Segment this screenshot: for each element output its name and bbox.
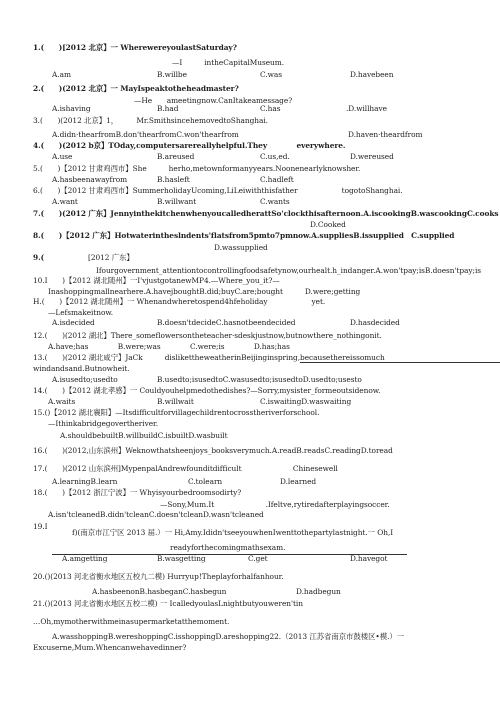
question-2: 2.( )(2012 北京】一 MayIspeaktotheheadmaster? (33, 84, 239, 93)
question-21-continued: …Oh,mymotherwithmeinasupermarketatthemoment. (33, 617, 230, 626)
question-3: 3.( )(2012 北京】1， Mr.SmithsincehemovedtoShanghai. (33, 116, 268, 125)
question-10-options: Inashoppingmallnearhere.A.havejboughtB.did;buyC.are;bought D.were;getting (48, 287, 361, 296)
question-5-option-c: C.hadleft (260, 175, 294, 184)
question-2-option-c: C.has (260, 104, 281, 113)
question-6-option-b: B.willwant (157, 197, 197, 206)
question-11: H.( )【2012 湖北随州】一 Whenandwheretospend4hfeholiday yet. (33, 297, 326, 306)
question-14-options: C.iswaitingD.waswaiting (260, 397, 352, 406)
question-15: 15.()【2012 湖北襄阳】—Itsdifficultforvillagechildrentocrosstheriverforschool. (33, 408, 320, 417)
question-12-options: A.have;has B.were;was C.were;is D.has;has (48, 342, 290, 351)
question-5-option-a: A.hasbeenawayfrom (52, 175, 128, 184)
question-6: 6.( )【2012 甘肃鸡西市】SummerholidayUcoming,LiLeiwiththisfather togotoShanghai. (33, 186, 403, 195)
question-20-option-d: D.hadbegun (296, 587, 341, 596)
question-21-options: A.wasshoppingB.wereshoppingC.isshoppingD.areshopping22.（2013 江苏省南京市鼓楼区•模.）一 (52, 632, 405, 641)
question-15-dialogue: —Ithinkabridgegovertheriver. (48, 419, 158, 428)
question-2-option-a: A.ishaving (52, 104, 91, 113)
question-2-option-d: .D.willhave (346, 104, 387, 113)
question-4-option-b: B.areused (157, 152, 195, 161)
question-7: 7.( )(2012 广东】JennyinthekitchenwhenyoucalledherattSo'clockthisafternoon.A.iscookingB.wascookingC.cooks (33, 209, 499, 218)
question-5: 5.( )【2012 甘肃鸡西市】She herho,metownformanyyears.Noonenearlyknowsher. (33, 164, 361, 173)
question-15-options: A.shouldbebuiltB.willbuildC.isbuiltD.wasbuilt (60, 431, 228, 440)
question-19: f)(南京市江宁区 2013 届.）一 Hi,Amy.Ididn'tseeyouwhenIwenttothepartylastnight.一 Oh,I (72, 528, 394, 537)
question-19-option-a: A.amgetting (62, 554, 108, 563)
question-3-option-d: D.haven·theardfrom (348, 130, 423, 139)
question-13-options: B.usedto;isusedtoC.wasusedto;isusedtoD.usedto;usesto (157, 375, 362, 384)
question-19-continued: readyforthecomingmathsexam. (170, 543, 286, 552)
question-11-dialogue: —Lefsmakeitnow. (48, 308, 114, 317)
question-13: 13.( )(2012 湖北咸宁】JaCk dislikettheweatherinBeijinginspring,becausethereissomuch (33, 353, 385, 362)
question-17: 17.( )(2012 山东滨州]MypenpalAndrewfounditdifficult Chinesewell (33, 464, 338, 473)
question-6-option-c: C.wants (260, 197, 290, 206)
question-7-option-d: D.Cooked (310, 220, 346, 229)
question-17-option-d: D.learned (280, 477, 317, 486)
question-4-option-d: D.wereused (350, 152, 394, 161)
question-14: 14.( )【2012 湖北孝感】一 Couldyouhelpmedothedishes?—Sorry,mysister_formeoutsidenow. (33, 386, 381, 395)
question-6-option-a: A.want (52, 197, 78, 206)
question-19-option-b: B.wasgetting (157, 554, 206, 563)
question-14-option-b: B.willwait (157, 397, 194, 406)
question-16: 16.( )(2012,山东滨州】Weknowthatsheenjoys_booksverymuch.A.readB.readsC.readingD.toread (33, 446, 393, 455)
question-1-option-d: D.havebeen (350, 70, 394, 79)
question-13-option-a: A.isusedto;usedto (52, 375, 118, 384)
answer-blank-line (300, 355, 500, 363)
question-19-option-d: D.havegot (350, 554, 388, 563)
question-13-continued: windandsand.Butnowheit. (33, 364, 130, 373)
question-9-number: 9.( (33, 253, 45, 262)
question-8-option-d: D.wassupplied (214, 243, 268, 252)
question-1-dialogue: —I intheCapitalMuseum. (172, 58, 285, 67)
question-9: Ifourgovernment_attentiontocontrollingfoodsafetynow,ourhealt.h_indanger.A.won'tpay;isB.doesn'tpay;is (96, 266, 482, 275)
question-10: 10.I )【2012 湖北随州】一I'vjustgotanewMP4.—Where_you_it?— (33, 276, 280, 285)
question-21: 21.()(2013 河北省衡水地区五校二模) 一 IcalledyoulasLnightbutyouweren'tin (33, 599, 303, 608)
question-9-source: [2012 广东】 (88, 253, 134, 262)
question-2-option-b: B.had (157, 104, 179, 113)
question-1-option-b: B.willbe (157, 70, 187, 79)
question-20: 20.()(2013 河北省衡水地区五校九二模) Hurryup!Theplayforhalfanhour. (33, 572, 284, 581)
question-4-option-c: C.us,ed. (260, 152, 290, 161)
question-11-option-a: A.isdecided (52, 318, 95, 327)
question-18-dialogue: —Sony,Mum.It .Ifeltve,rytiredafterplayingsoccer. (160, 500, 390, 509)
question-4: 4.( )(2012 b京】TOday,computersarereallyhelpful.They everywhere. (33, 141, 346, 150)
question-11-options: B.doesn'tdecideC.hasnotbeendecided (157, 318, 296, 327)
question-4-option-a: A.use (52, 152, 73, 161)
question-18: 18.( )【2012 浙江宁波】一 Whyisyourbedroomsodirty? (33, 488, 242, 497)
question-12: 12.( )(2012 湖北】There_someflowersontheteacher·sdeskjustnow,butnowthere_nothingonit. (33, 331, 382, 340)
question-19-number: 19.I (33, 522, 48, 531)
question-3-options: A.didn·thearfromB.don'thearfromC.won'thearfrom (52, 130, 239, 139)
question-8: 8.( )【2012 广东】Hotwaterintheslndents'flatsfrom5pmto7pmnow.A.suppliesB.issupplied C.supplied (33, 231, 455, 240)
question-20-options: A.hasbeenonB.hasbeganC.hasbegun (92, 587, 227, 596)
question-11-option-d: D.hasdecided (350, 318, 400, 327)
question-1-option-a: A.am (52, 70, 71, 79)
question-19-option-c: C.get (248, 554, 268, 563)
question-5-option-b: B.hasleft (157, 175, 190, 184)
question-1-option-c: C.was (260, 70, 283, 79)
question-2-dialogue: —He ameetingnow.CanItakeamessage? (134, 96, 293, 105)
question-14-option-a: A.waits (48, 397, 76, 406)
question-17-option-c: C.tolearn (188, 477, 223, 486)
question-17-options: A.learningB.learn (52, 477, 118, 486)
question-18-options: A.isn'tcleanedB.didn'tcleanC.doesn'tcleanD.wasn'tcleaned (48, 510, 264, 519)
question-22-continued: Excuserne,Mum.Whencanwehavedinner? (33, 643, 187, 652)
question-1: 1.( )[2012 北京】一 WherewereyoulastSaturday? (33, 43, 237, 52)
